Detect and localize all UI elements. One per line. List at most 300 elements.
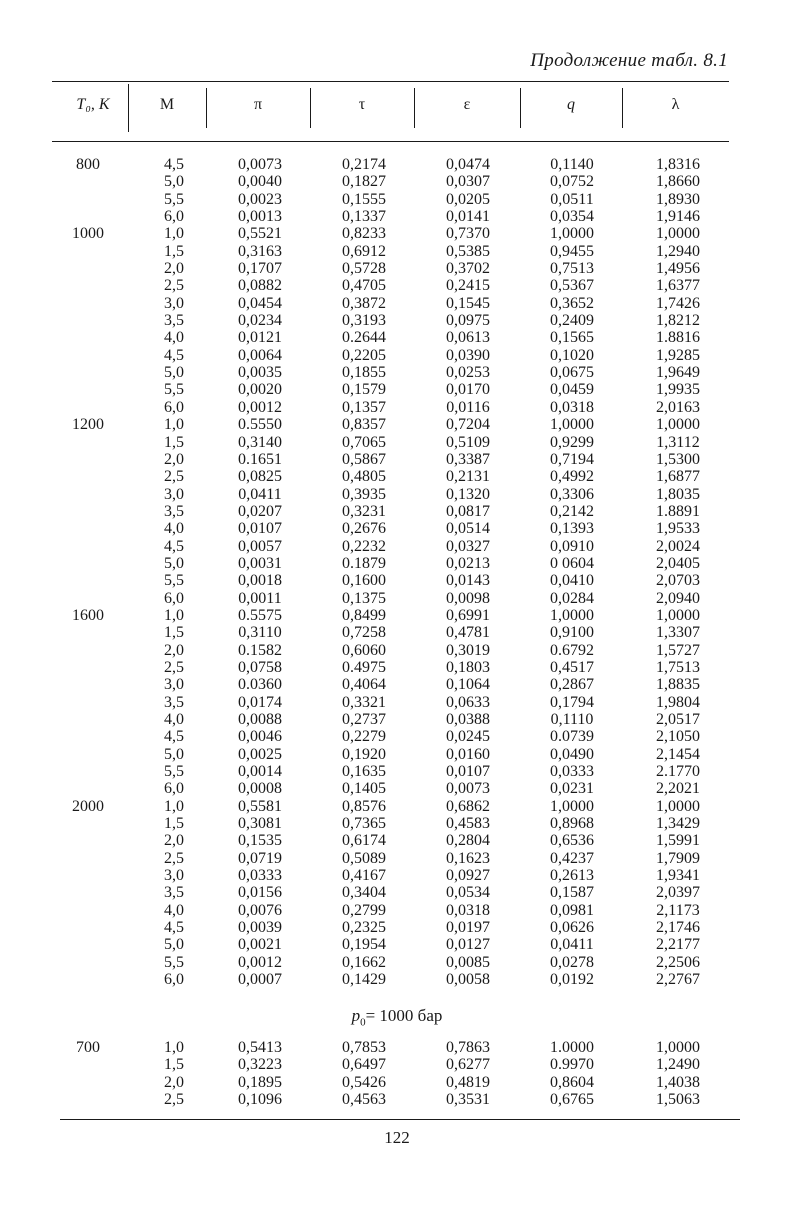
cell-eps: 0,0307	[446, 173, 490, 191]
cell-eps: 0,3531	[446, 1091, 490, 1109]
cell-pi: 0,0007	[238, 971, 282, 989]
cell-pi: 0,5413	[238, 1039, 282, 1056]
cell-tau: 0,1600	[342, 572, 386, 590]
cell-m: 1,0	[164, 606, 184, 624]
cell-pi: 0,0021	[238, 936, 282, 954]
cell-pi: 0,0046	[238, 728, 282, 746]
cell-pi: 0.1582	[238, 641, 282, 659]
cell-q: 0,0981	[550, 901, 594, 919]
cell-pi: 0,0018	[238, 572, 282, 590]
cell-tau: 0,8499	[342, 606, 386, 624]
table-body	[0, 156, 794, 989]
cell-q: 1,0000	[550, 797, 594, 815]
cell-q: 0,0490	[550, 745, 594, 763]
cell-tau: 0,7258	[342, 624, 386, 642]
cell-pi: 0,3081	[238, 815, 282, 833]
cell-tau: 0,5089	[342, 849, 386, 867]
cell-q: 0,8968	[550, 815, 594, 833]
cell-tau: 0,8233	[342, 225, 386, 243]
cell-pi: 0,0076	[238, 901, 282, 919]
cell-eps: 0,0633	[446, 693, 490, 711]
cell-m: 1,0	[164, 1039, 184, 1056]
cell-pi: 0,0234	[238, 312, 282, 330]
cell-eps: 0,0253	[446, 364, 490, 382]
cell-tau: 0,4805	[342, 468, 386, 486]
cell-lam: 1,9533	[656, 520, 700, 538]
cell-eps: 0,0245	[446, 728, 490, 746]
table-row	[0, 659, 794, 676]
cell-eps: 0,0073	[446, 780, 490, 798]
cell-lam: 1,9341	[656, 867, 700, 885]
cell-tau: 0,3404	[342, 884, 386, 902]
cell-q: 0,7513	[550, 260, 594, 278]
cell-q: 1,0000	[550, 606, 594, 624]
table-row	[0, 468, 794, 485]
section-label-prefix: p	[351, 1006, 361, 1025]
cell-pi: 0,0825	[238, 468, 282, 486]
cell-q: 0,0354	[550, 208, 594, 226]
cell-pi: 0,5521	[238, 225, 282, 243]
cell-lam: 1,5991	[656, 832, 700, 850]
cell-tau: 0,2799	[342, 901, 386, 919]
cell-tau: 0,6174	[342, 832, 386, 850]
cell-tau: 0,2676	[342, 520, 386, 538]
cell-pi: 0,0107	[238, 520, 282, 538]
cell-q: 0,2613	[550, 867, 594, 885]
cell-pi: 0.1651	[238, 450, 282, 468]
cell-q: 0,1110	[550, 711, 594, 728]
cell-q: 0,4517	[550, 658, 594, 676]
cell-lam: 1,7513	[656, 658, 700, 676]
cell-q: 0,2142	[550, 502, 594, 520]
cell-eps: 0,0213	[446, 554, 490, 572]
cell-q: 0,3652	[550, 294, 594, 312]
table-row	[0, 1074, 794, 1091]
header-top-rule	[52, 81, 729, 82]
cell-lam: 1,8930	[656, 190, 700, 208]
cell-pi: 0,0073	[238, 156, 282, 173]
cell-m: 3,0	[164, 867, 184, 885]
section-label-subscript: 0	[360, 1016, 366, 1029]
cell-eps: 0,0098	[446, 589, 490, 607]
cell-tau: 0,8576	[342, 797, 386, 815]
cell-m: 4,0	[164, 520, 184, 538]
cell-eps: 0,0085	[446, 953, 490, 971]
cell-eps: 0,4819	[446, 1073, 490, 1091]
cell-m: 4,0	[164, 901, 184, 919]
table-row	[0, 607, 794, 624]
cell-m: 6,0	[164, 971, 184, 989]
cell-eps: 0,0327	[446, 537, 490, 555]
cell-lam: 2,2177	[656, 936, 700, 954]
cell-tau: 0,6912	[342, 242, 386, 260]
cell-eps: 0,0318	[446, 901, 490, 919]
cell-pi: 0.0360	[238, 676, 282, 694]
cell-m: 2,5	[164, 277, 184, 295]
cell-eps: 0,1064	[446, 676, 490, 694]
cell-m: 1,5	[164, 815, 184, 833]
cell-q: 0,1587	[550, 884, 594, 902]
cell-pi: 0,0057	[238, 537, 282, 555]
table-row	[0, 763, 794, 780]
cell-q: 0,0192	[550, 971, 594, 989]
cell-m: 6,0	[164, 780, 184, 798]
cell-eps: 0,0514	[446, 520, 490, 538]
cell-m: 2,0	[164, 641, 184, 659]
cell-pi: 0,0174	[238, 693, 282, 711]
cell-lam: 1,3429	[656, 815, 700, 833]
cell-q: 0,5367	[550, 277, 594, 295]
cell-m: 1,5	[164, 242, 184, 260]
cell-q: 0,0278	[550, 953, 594, 971]
cell-tau: 0,2279	[342, 728, 386, 746]
cell-lam: 1,0000	[656, 416, 700, 434]
cell-tau: 0,5867	[342, 450, 386, 468]
cell-q: 0,6765	[550, 1091, 594, 1109]
table-row	[0, 902, 794, 919]
table-body-2	[0, 1039, 794, 1108]
cell-tau: 0,6497	[342, 1056, 386, 1074]
cell-lam: 1,5300	[656, 450, 700, 468]
cell-pi: 0,0031	[238, 554, 282, 572]
cell-lam: 2,0405	[656, 554, 700, 572]
cell-tau: 0.2644	[342, 329, 386, 347]
cell-eps: 0,2131	[446, 468, 490, 486]
cell-m: 1,5	[164, 433, 184, 451]
header-m: M	[159, 96, 175, 113]
cell-lam: 1,0000	[656, 797, 700, 815]
cell-pi: 0,0012	[238, 398, 282, 416]
table-row	[0, 642, 794, 659]
cell-eps: 0,7863	[446, 1039, 490, 1056]
table-row	[0, 225, 794, 242]
cell-m: 5,0	[164, 554, 184, 572]
cell-eps: 0,3387	[446, 450, 490, 468]
cell-q: 0,0511	[550, 190, 594, 208]
table-row	[0, 832, 794, 849]
table-row	[0, 971, 794, 988]
table-row	[0, 434, 794, 451]
cell-tau: 0,1555	[342, 190, 386, 208]
table-row	[0, 867, 794, 884]
cell-q: 0 0604	[550, 554, 594, 572]
cell-m: 5,5	[164, 381, 184, 399]
cell-tau: 0,5728	[342, 260, 386, 278]
cell-pi: 0,0014	[238, 763, 282, 781]
cell-pi: 0,0088	[238, 711, 282, 728]
cell-tau: 0,1337	[342, 208, 386, 226]
cell-lam: 2,0397	[656, 884, 700, 902]
cell-eps: 0,0170	[446, 381, 490, 399]
table-row	[0, 156, 794, 173]
cell-pi: 0,0207	[238, 502, 282, 520]
cell-pi: 0,0121	[238, 329, 282, 347]
cell-m: 1,0	[164, 225, 184, 243]
table-row	[0, 919, 794, 936]
cell-q: 0,0459	[550, 381, 594, 399]
table-row	[0, 780, 794, 797]
cell-m: 3,0	[164, 294, 184, 312]
cell-eps: 0,1545	[446, 294, 490, 312]
cell-eps: 0,3019	[446, 641, 490, 659]
cell-q: 0,1140	[550, 156, 594, 173]
cell-pi: 0,3110	[238, 624, 282, 642]
cell-m: 2,0	[164, 260, 184, 278]
cell-tau: 0,3231	[342, 502, 386, 520]
cell-q: 0,0675	[550, 364, 594, 382]
table-row	[0, 850, 794, 867]
cell-tau: 0,7365	[342, 815, 386, 833]
cell-tau: 0,5426	[342, 1073, 386, 1091]
cell-q: 0,9455	[550, 242, 594, 260]
table-row	[0, 208, 794, 225]
cell-tau: 0,2205	[342, 346, 386, 364]
header-tau: τ	[358, 96, 366, 113]
cell-lam: 1,0000	[656, 225, 700, 243]
table-row	[0, 936, 794, 953]
cell-pi: 0,0411	[238, 485, 282, 503]
cell-lam: 1,9935	[656, 381, 700, 399]
cell-m: 3,5	[164, 502, 184, 520]
cell-tau: 0,1357	[342, 398, 386, 416]
cell-lam: 1,2940	[656, 242, 700, 260]
cell-tau: 0,1662	[342, 953, 386, 971]
cell-lam: 1,9804	[656, 693, 700, 711]
cell-m: 4,0	[164, 329, 184, 347]
cell-eps: 0,5385	[446, 242, 490, 260]
table-row	[0, 694, 794, 711]
table-row	[0, 555, 794, 572]
table-row	[0, 954, 794, 971]
table-row	[0, 329, 794, 346]
page-number: 122	[384, 1128, 410, 1147]
cell-pi: 0,0008	[238, 780, 282, 798]
table-row	[0, 884, 794, 901]
cell-tau: 0,3935	[342, 485, 386, 503]
cell-m: 2,0	[164, 832, 184, 850]
cell-lam: 2,0940	[656, 589, 700, 607]
cell-m: 1,5	[164, 1056, 184, 1074]
cell-lam: 2,0703	[656, 572, 700, 590]
cell-pi: 0,0039	[238, 919, 282, 937]
cell-lam: 1,3307	[656, 624, 700, 642]
cell-q: 0,4237	[550, 849, 594, 867]
table-row	[0, 746, 794, 763]
cell-tau: 0.4975	[342, 658, 386, 676]
cell-lam: 1,8835	[656, 676, 700, 694]
cell-m: 4,5	[164, 537, 184, 555]
cell-eps: 0,0817	[446, 502, 490, 520]
cell-eps: 0,6277	[446, 1056, 490, 1074]
cell-lam: 2,0024	[656, 537, 700, 555]
cell-pi: 0,5581	[238, 797, 282, 815]
cell-tau: 0,1405	[342, 780, 386, 798]
cell-tau: 0,1429	[342, 971, 386, 989]
cell-lam: 1,8212	[656, 312, 700, 330]
cell-pi: 0,0025	[238, 745, 282, 763]
table-row	[0, 277, 794, 294]
cell-tau: 0,2174	[342, 156, 386, 173]
cell-eps: 0,0116	[446, 398, 490, 416]
cell-q: 0,4992	[550, 468, 594, 486]
cell-q: 0.0739	[550, 728, 594, 746]
cell-t0: 1000	[72, 225, 104, 243]
header-q: q	[567, 96, 575, 113]
cell-eps: 0,2804	[446, 832, 490, 850]
cell-m: 2,0	[164, 1073, 184, 1091]
cell-m: 2,5	[164, 468, 184, 486]
table-row	[0, 173, 794, 190]
cell-q: 0,0910	[550, 537, 594, 555]
cell-pi: 0,0333	[238, 867, 282, 885]
cell-q: 1,0000	[550, 416, 594, 434]
cell-q: 0,2867	[550, 676, 594, 694]
cell-m: 5,0	[164, 936, 184, 954]
table-row	[0, 676, 794, 693]
cell-lam: 1,4956	[656, 260, 700, 278]
table-row	[0, 416, 794, 433]
cell-eps: 0,5109	[446, 433, 490, 451]
cell-lam: 1,7909	[656, 849, 700, 867]
cell-eps: 0,0927	[446, 867, 490, 885]
table-row	[0, 1056, 794, 1073]
cell-lam: 1,9649	[656, 364, 700, 382]
cell-q: 0,0284	[550, 589, 594, 607]
table-row	[0, 364, 794, 381]
cell-lam: 2,2021	[656, 780, 700, 798]
cell-lam: 1,8316	[656, 156, 700, 173]
cell-m: 5,5	[164, 572, 184, 590]
section-label	[0, 1006, 794, 1028]
cell-lam: 2,1050	[656, 728, 700, 746]
cell-m: 1,0	[164, 416, 184, 434]
table-row	[0, 815, 794, 832]
cell-lam: 2.1770	[656, 763, 700, 781]
cell-tau: 0,1579	[342, 381, 386, 399]
cell-lam: 1,3112	[656, 433, 700, 451]
table-row	[0, 1039, 794, 1056]
cell-m: 3,0	[164, 485, 184, 503]
table-row	[0, 798, 794, 815]
cell-tau: 0,2737	[342, 711, 386, 728]
cell-eps: 0,1803	[446, 658, 490, 676]
cell-q: 0,1020	[550, 346, 594, 364]
cell-eps: 0,0388	[446, 711, 490, 728]
table-row	[0, 451, 794, 468]
cell-eps: 0,0160	[446, 745, 490, 763]
cell-pi: 0,1535	[238, 832, 282, 850]
cell-tau: 0,1954	[342, 936, 386, 954]
cell-tau: 0,1375	[342, 589, 386, 607]
cell-m: 6,0	[164, 208, 184, 226]
cell-eps: 0,2415	[446, 277, 490, 295]
table-row	[0, 347, 794, 364]
cell-m: 4,0	[164, 711, 184, 728]
cell-lam: 2,2767	[656, 971, 700, 989]
cell-pi: 0,0719	[238, 849, 282, 867]
cell-t0: 800	[76, 156, 100, 173]
table-row	[0, 624, 794, 641]
table-row	[0, 243, 794, 260]
cell-tau: 0,1855	[342, 364, 386, 382]
cell-q: 0,0318	[550, 398, 594, 416]
header-bottom-rule	[52, 141, 729, 142]
cell-q: 0,0410	[550, 572, 594, 590]
bottom-rule	[60, 1119, 740, 1120]
cell-eps: 0,0205	[446, 190, 490, 208]
cell-q: 0,0752	[550, 173, 594, 191]
cell-q: 0,3306	[550, 485, 594, 503]
table-row	[0, 312, 794, 329]
header-eps: ε	[463, 96, 471, 113]
cell-m: 5,0	[164, 745, 184, 763]
cell-q: 0,8604	[550, 1073, 594, 1091]
cell-lam: 1,7426	[656, 294, 700, 312]
cell-m: 6,0	[164, 589, 184, 607]
cell-t0: 1200	[72, 416, 104, 434]
cell-eps: 0,0107	[446, 763, 490, 781]
cell-tau: 0,7853	[342, 1039, 386, 1056]
cell-tau: 0,3872	[342, 294, 386, 312]
cell-eps: 0,6862	[446, 797, 490, 815]
cell-eps: 0,0975	[446, 312, 490, 330]
header-pi: π	[253, 96, 263, 113]
cell-m: 1,0	[164, 797, 184, 815]
cell-q: 0,9100	[550, 624, 594, 642]
cell-eps: 0,1623	[446, 849, 490, 867]
cell-pi: 0,0023	[238, 190, 282, 208]
cell-tau: 0,7065	[342, 433, 386, 451]
cell-m: 3,0	[164, 676, 184, 694]
cell-m: 5,0	[164, 173, 184, 191]
cell-lam: 2,0517	[656, 711, 700, 728]
cell-m: 2,5	[164, 658, 184, 676]
cell-eps: 0,0127	[446, 936, 490, 954]
cell-eps: 0,7204	[446, 416, 490, 434]
cell-q: 0,6536	[550, 832, 594, 850]
cell-t0: 1600	[72, 606, 104, 624]
cell-eps: 0,0474	[446, 156, 490, 173]
cell-lam: 2,1454	[656, 745, 700, 763]
cell-tau: 0,4563	[342, 1091, 386, 1109]
section-label-text: = 1000 бар	[365, 1006, 443, 1025]
cell-lam: 1,0000	[656, 1039, 700, 1056]
table-row	[0, 538, 794, 555]
table-row	[0, 381, 794, 398]
cell-tau: 0,8357	[342, 416, 386, 434]
cell-pi: 0,0454	[238, 294, 282, 312]
cell-eps: 0,4781	[446, 624, 490, 642]
table-row	[0, 572, 794, 589]
cell-q: 0,0333	[550, 763, 594, 781]
cell-lam: 1,0000	[656, 606, 700, 624]
cell-tau: 0,6060	[342, 641, 386, 659]
cell-pi: 0,0156	[238, 884, 282, 902]
cell-pi: 0.5575	[238, 606, 282, 624]
cell-eps: 0,0613	[446, 329, 490, 347]
cell-eps: 0,6991	[446, 606, 490, 624]
cell-m: 2,0	[164, 450, 184, 468]
cell-m: 3,5	[164, 312, 184, 330]
cell-q: 0,2409	[550, 312, 594, 330]
cell-m: 4,5	[164, 919, 184, 937]
header-t0: T₀, K	[76, 96, 110, 113]
cell-eps: 0,0534	[446, 884, 490, 902]
cell-m: 5,5	[164, 763, 184, 781]
cell-tau: 0,3321	[342, 693, 386, 711]
cell-pi: 0,0035	[238, 364, 282, 382]
cell-m: 3,5	[164, 693, 184, 711]
